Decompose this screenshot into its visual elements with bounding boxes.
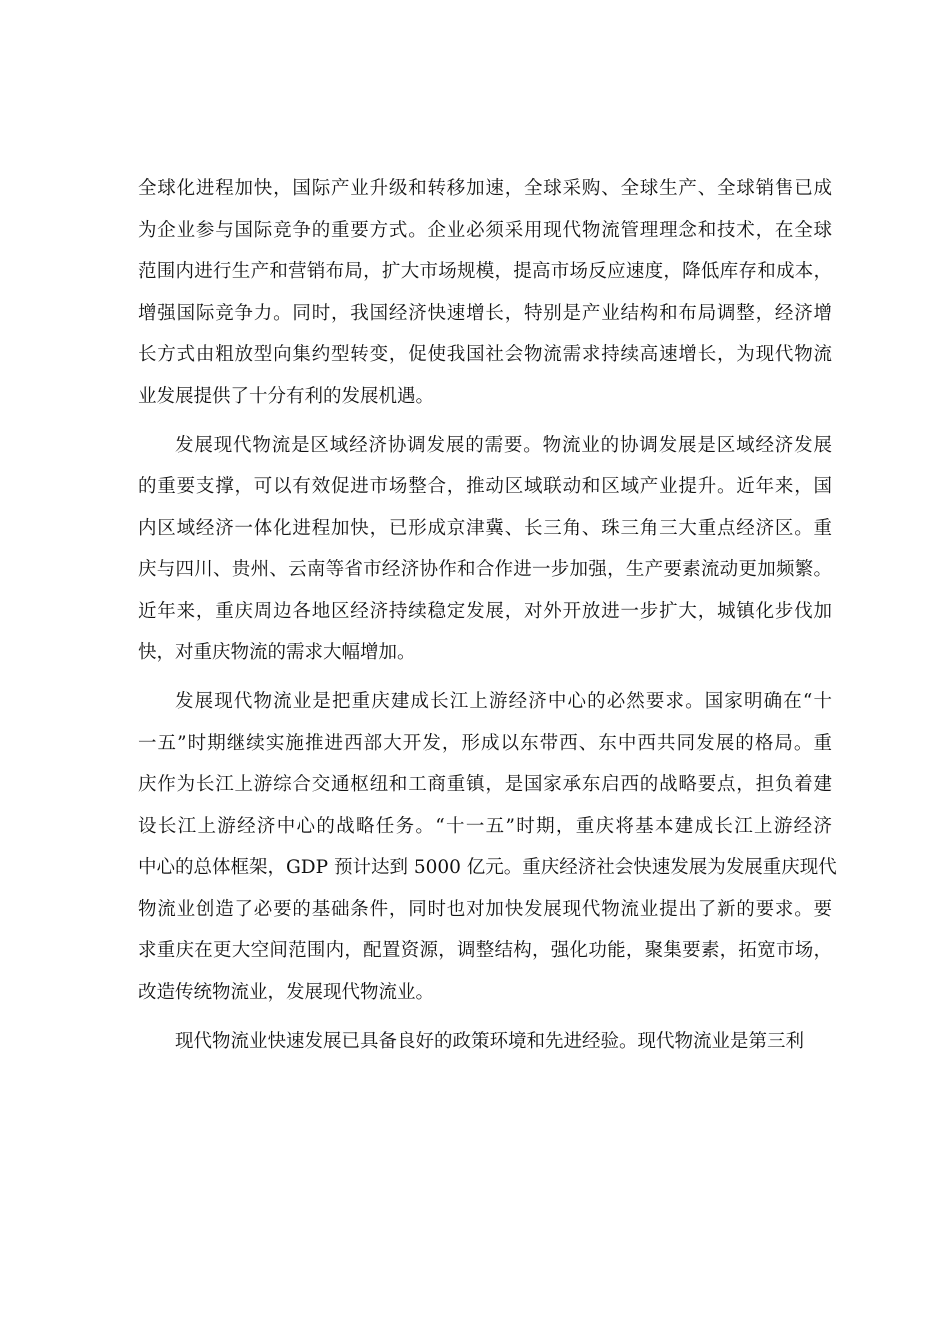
text-line: 庆与四川、贵州、云南等省市经济协作和合作进一步加强，生产要素流动更加频繁。 — [138, 559, 832, 580]
text-line: 增强国际竞争力。同时，我国经济快速增长，特别是产业结构和布局调整，经济增 — [138, 302, 832, 324]
document-page — [138, 178, 837, 1052]
paragraph-regional-economy — [138, 434, 832, 663]
text-line: 中心的总体框架，GDP 预计达到 5000 亿元。重庆经济社会快速发展为发展重庆现代 — [138, 857, 837, 878]
text-line: 发展现代物流是区域经济协调发展的需要。物流业的协调发展是区域经济发展 — [175, 434, 832, 456]
paragraph-policy-environment — [138, 1030, 832, 1052]
text-line: 发展现代物流业是把重庆建成长江上游经济中心的必然要求。国家明确在“十 — [175, 691, 832, 712]
text-line: 近年来，重庆周边各地区经济持续稳定发展，对外开放进一步扩大，城镇化步伐加 — [138, 600, 832, 622]
text-line: 全球化进程加快，国际产业升级和转移加速，全球采购、全球生产、全球销售已成 — [138, 178, 832, 199]
text-line: 设长江上游经济中心的战略任务。“十一五”时期，重庆将基本建成长江上游经济 — [138, 815, 832, 837]
text-line: 庆作为长江上游综合交通枢纽和工商重镇，是国家承东启西的战略要点，担负着建 — [138, 774, 832, 795]
text-line: 的重要支撑，可以有效促进市场整合，推动区域联动和区域产业提升。近年来，国 — [138, 476, 832, 497]
paragraph-chongqing-center — [138, 691, 837, 1003]
paragraph-globalization — [138, 180, 832, 406]
text-line: 内区域经济一体化进程加快，已形成京津冀、长三角、珠三角三大重点经济区。重 — [138, 517, 832, 539]
text-line: 求重庆在更大空间范围内，配置资源，调整结构，强化功能，聚集要素，拓宽市场， — [138, 940, 832, 961]
text-line: 长方式由粗放型向集约型转变，促使我国社会物流需求持续高速增长，为现代物流 — [138, 344, 832, 365]
text-line: 物流业创造了必要的基础条件，同时也对加快发展现代物流业提出了新的要求。要 — [138, 898, 832, 920]
text-line: 快，对重庆物流的需求大幅增加。 — [138, 642, 416, 663]
text-line: 一五”时期继续实施推进西部大开发，形成以东带西、东中西共同发展的格局。重 — [138, 732, 832, 754]
text-line: 现代物流业快速发展已具备良好的政策环境和先进经验。现代物流业是第三利 — [175, 1030, 805, 1052]
text-line: 改造传统物流业，发展现代物流业。 — [138, 981, 435, 1003]
text-line: 业发展提供了十分有利的发展机遇。 — [138, 385, 435, 407]
text-line: 范围内进行生产和营销布局，扩大市场规模，提高市场反应速度，降低库存和成本， — [138, 261, 832, 282]
text-line: 为企业参与国际竞争的重要方式。企业必须采用现代物流管理理念和技术，在全球 — [138, 219, 832, 241]
